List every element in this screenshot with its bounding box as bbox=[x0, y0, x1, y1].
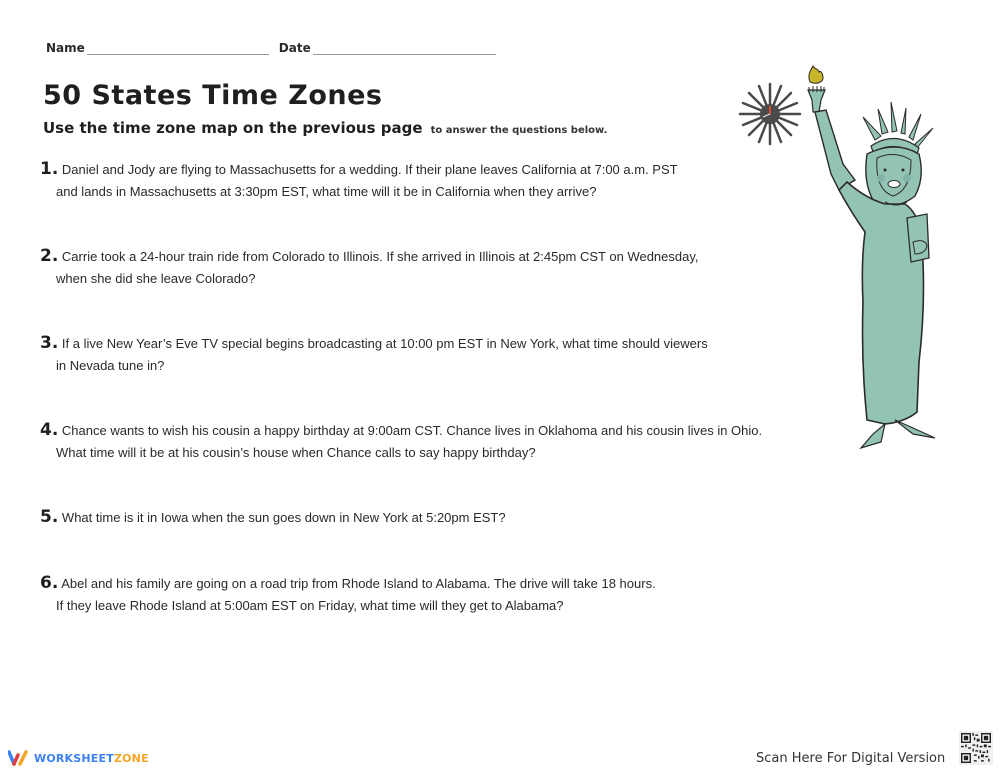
name-field-line[interactable] bbox=[87, 44, 269, 55]
question-text-line2: in Nevada tune in? bbox=[56, 358, 165, 373]
page-title: 50 States Time Zones bbox=[43, 80, 383, 111]
brand-name: WORKSHEETZONE bbox=[34, 751, 149, 765]
question-3 bbox=[40, 332, 708, 377]
scan-instruction: Scan Here For Digital Version bbox=[756, 751, 946, 766]
question-5 bbox=[40, 506, 506, 529]
question-6 bbox=[40, 572, 656, 617]
question-number: 2. bbox=[40, 246, 59, 266]
name-label: Name bbox=[46, 41, 85, 55]
question-number: 1. bbox=[40, 159, 59, 179]
question-text-line1: Abel and his family are going on a road trip from Rhode Island to Alabama. The drive will take 18 hours. bbox=[61, 576, 656, 591]
worksheetzone-logo[interactable] bbox=[8, 750, 149, 766]
question-number: 6. bbox=[40, 573, 59, 593]
question-text-line2: and lands in Massachusetts at 3:30pm EST, what time will it be in California when they arrive? bbox=[56, 184, 597, 199]
name-date-row bbox=[46, 41, 496, 55]
instructions bbox=[43, 118, 607, 137]
instructions-small: to answer the questions below. bbox=[430, 125, 608, 136]
question-number: 5. bbox=[40, 507, 59, 527]
question-text-line2: when she did she leave Colorado? bbox=[56, 271, 256, 286]
question-text-line1: If a live New Year’s Eve TV special begins broadcasting at 10:00 pm EST in New York, what time should viewers bbox=[61, 336, 708, 351]
statue-of-liberty-illustration bbox=[735, 62, 950, 452]
question-text-line2: If they leave Rhode Island at 5:00am EST on Friday, what time will they get to Alabama? bbox=[56, 598, 564, 613]
date-field-line[interactable] bbox=[313, 44, 496, 55]
question-number: 4. bbox=[40, 420, 59, 440]
qr-code-icon[interactable] bbox=[959, 731, 993, 765]
question-text-line2: What time will it be at his cousin’s house when Chance calls to say happy birthday? bbox=[56, 445, 536, 460]
question-text-line1: What time is it in Iowa when the sun goes down in New York at 5:20pm EST? bbox=[61, 510, 506, 525]
question-text-line1: Daniel and Jody are flying to Massachusetts for a wedding. If their plane leaves California at 7:00 a.m. PST bbox=[61, 162, 678, 177]
date-label: Date bbox=[278, 41, 311, 55]
question-number: 3. bbox=[40, 333, 59, 353]
instructions-bold: Use the time zone map on the previous page bbox=[43, 119, 423, 137]
torch-flame bbox=[809, 66, 823, 83]
question-text-line1: Carrie took a 24-hour train ride from Colorado to Illinois. If she arrived in Illinois at 2:45pm CST on Wednesday, bbox=[61, 249, 699, 264]
question-1 bbox=[40, 158, 678, 203]
question-text-line1: Chance wants to wish his cousin a happy birthday at 9:00am CST. Chance lives in Oklahoma and his cousin lives in Ohio. bbox=[61, 423, 763, 438]
worksheetzone-logo-icon bbox=[8, 750, 30, 766]
question-4 bbox=[40, 419, 762, 464]
question-2 bbox=[40, 245, 699, 290]
